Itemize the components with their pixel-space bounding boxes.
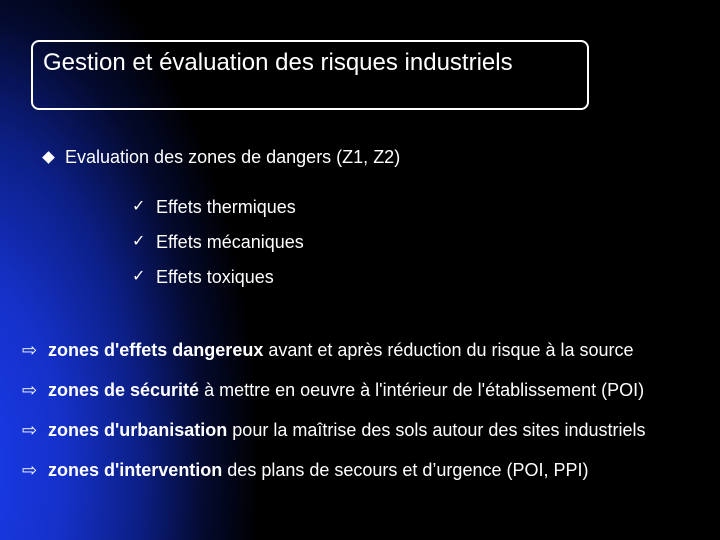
list-item <box>132 195 304 230</box>
outline-arrow-icon: ⇨ <box>22 380 38 400</box>
main-bullet-text: Evaluation des zones de dangers (Z1, Z2) <box>65 147 401 167</box>
list-item <box>132 265 304 300</box>
checkmark-icon: ✓ <box>132 198 146 215</box>
effect-label: Effets toxiques <box>156 267 274 287</box>
zone-term: zones d'urbanisation <box>48 420 228 440</box>
zone-term: zones d'intervention <box>48 460 223 480</box>
checkmark-icon: ✓ <box>132 268 146 285</box>
list-item <box>22 458 646 498</box>
list-item <box>22 378 646 418</box>
zone-term: zones d'effets dangereux <box>48 340 264 360</box>
list-item <box>22 418 646 458</box>
list-item <box>132 230 304 265</box>
effects-list <box>132 195 304 300</box>
diamond-bullet-icon <box>42 151 55 164</box>
effect-label: Effets mécaniques <box>156 232 304 252</box>
zones-list <box>22 338 646 498</box>
checkmark-icon: ✓ <box>132 233 146 250</box>
list-item <box>22 338 646 378</box>
outline-arrow-icon: ⇨ <box>22 460 38 480</box>
main-bullet <box>40 145 400 169</box>
effect-label: Effets thermiques <box>156 197 296 217</box>
zone-description: pour la maîtrise des sols autour des sites industriels <box>227 420 646 440</box>
title-box <box>31 40 589 110</box>
zone-description: à mettre en oeuvre à l'intérieur de l'établissement (POI) <box>199 380 645 400</box>
zone-description: des plans de secours et d’urgence (POI, PPI) <box>222 460 589 480</box>
zone-term: zones de sécurité <box>48 380 200 400</box>
outline-arrow-icon: ⇨ <box>22 340 38 360</box>
zone-description: avant et après réduction du risque à la source <box>263 340 634 360</box>
outline-arrow-icon: ⇨ <box>22 420 38 440</box>
slide-title: Gestion et évaluation des risques industriels <box>43 49 513 76</box>
